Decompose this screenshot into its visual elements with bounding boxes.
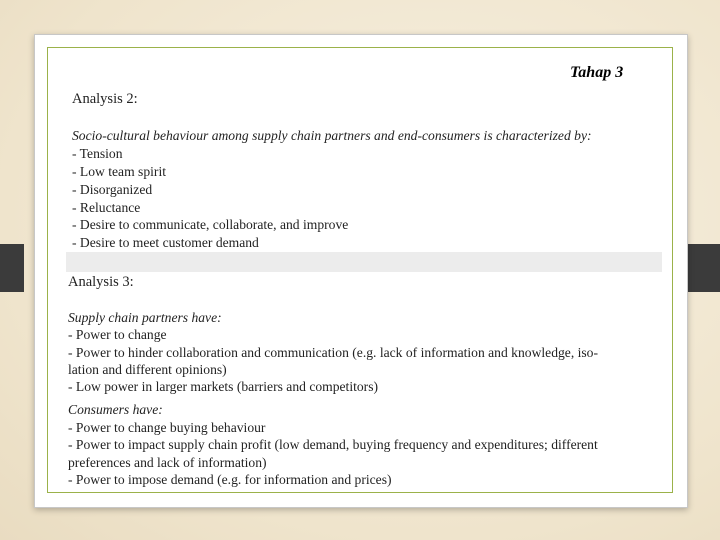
analysis-2-intro: Socio-cultural behaviour among supply chain partners and end-consumers is characterized by:: [72, 128, 592, 143]
list-item: - Power to impact supply chain profit (low demand, buying frequency and expenditures; different: [68, 437, 598, 452]
list-item: - Low team spirit: [72, 164, 167, 179]
analysis-2-panel: [66, 90, 668, 250]
list-item: lation and different opinions): [68, 362, 227, 377]
list-item: - Low power in larger markets (barriers and competitors): [68, 379, 379, 394]
list-item: - Tension: [72, 146, 123, 161]
panel-separator: [66, 252, 662, 274]
list-item: - Power to change: [68, 327, 167, 342]
partners-heading: Supply chain partners have:: [68, 310, 222, 325]
analysis-2-title: Analysis 2:: [72, 91, 138, 107]
list-item: - Power to hinder collaboration and communication (e.g. lack of information and knowledge, iso-: [68, 345, 599, 360]
consumers-heading: Consumers have:: [68, 402, 163, 417]
slide-label: Tahap 3: [570, 64, 624, 81]
list-item: - Desire to meet customer demand: [72, 235, 259, 250]
left-side-tab: [0, 244, 24, 292]
list-item: - Desire to communicate, collaborate, and improve: [72, 217, 349, 232]
analysis-3-title: Analysis 3:: [68, 274, 134, 290]
list-item: - Reluctance: [72, 200, 141, 215]
analysis-3-panel: [66, 272, 662, 490]
list-item: - Power to change buying behaviour: [68, 420, 266, 435]
list-item: preferences and lack of information): [68, 455, 267, 470]
list-item: - Power to impose demand (e.g. for information and prices): [68, 472, 392, 487]
list-item: - Disorganized: [72, 182, 153, 197]
